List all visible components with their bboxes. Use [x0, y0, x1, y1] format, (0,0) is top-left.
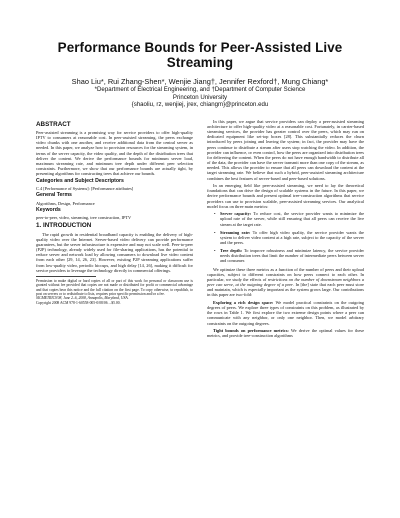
- body-paragraph: [207, 300, 364, 326]
- abstract-heading: ABSTRACT: [36, 120, 71, 128]
- list-item-text: To improve robustness and minimize latency, the service provider needs distribution trees that limit the number of intermediate peers between server and consumer.: [220, 248, 364, 264]
- list-item: [214, 248, 364, 263]
- introduction-heading: 1. INTRODUCTION: [36, 222, 92, 230]
- contribution-head: Tight bounds on performance metrics:: [213, 328, 289, 334]
- contribution-text: We model practical constraints on the outgoing degrees of peers. We explore three types of constraints on this problem, as illustrated by the rows in Table 1. We first explore the two extreme design points where a peer can communicate with any neighbor, or only one neighbor. Then, we model arbitrary constraints on the outgoing degrees.: [207, 299, 364, 326]
- body-paragraph: In an emerging field like peer-assisted streaming, we need to lay the theoretical foundations that can drive the design of scalable systems in the future. In this paper, we derive performance bounds and present optimal tree-construction algorithms that service providers can use to provision scalable, peer-assisted streaming services. Our analytical model focus on three main metrics:: [207, 183, 364, 209]
- introduction-paragraph: The rapid growth in residential broadband capacity is enabling the delivery of high-quality video over the Internet. Server-based video delivery can provide performance guarantees, but the server infrastructure is expensive and may not scale well. Peer-to-peer (P2P) technology, already widely used for file-sharing applications, has the potential to reduce server and network load by allowing consumers to download live video content from each other [29, 14, 26, 23]. However, existing P2P streaming applications suffer from low-quality video, periodic hiccups, and high delay [14, 26], making it difficult for service providers to leverage the technology directly in commercial offerings.: [36, 231, 193, 273]
- footnote-line: Permission to make digital or hard copies of all or part of this work for personal or classroom use is granted without fee provided that copies are not made or distributed for profit or commercial advantage and that copies bear this notice and the full citation on the first page. To copy otherwise, to republish, to post on servers or to redistribute to lists, requires prior specific permission and/or a fee.: [36, 278, 193, 297]
- paper-title: Performance Bounds for Peer-Assisted Live Streaming: [57, 40, 343, 70]
- author-emails: {shaoliu, rz, wenjiej, jrex, chiangm}@princeton.edu: [131, 101, 269, 109]
- paragraph-emphasis: restrictions on the number of downstream neighbors a peer can serve, at the outgoing degree of a peer: [207, 276, 365, 288]
- contribution-text: We derive the optimal values for these metrics, and provide tree-construction algorithms: [207, 328, 365, 339]
- paragraph-segment: We optimize these three metrics as a function of the number of peers and their upload capacities, subject to different constraints on how peers connect to each other. In particular, we study the effects of: [207, 266, 364, 282]
- affiliation-line-1: *Department of Electrical Engineering, and †Department of Computer Science: [94, 86, 306, 93]
- metrics-list: [207, 211, 364, 263]
- categories-text: C.4 [Performance of Systems]: [Performance attributes]: [36, 185, 134, 191]
- list-item-text: To reduce cost, the service provider wants to minimize the upload rate of the server, while still ensuring that all peers can receive the live stream at the target rate.: [220, 211, 365, 227]
- contribution-head: Exploring a rich design space:: [213, 299, 274, 305]
- general-terms-heading: General Terms: [36, 192, 72, 199]
- body-paragraph: [207, 328, 364, 338]
- left-column: [36, 119, 193, 341]
- footnote-line: Copyright 2008 ACM 978-1-60558-005-0/08/06 ...$5.00.: [36, 300, 121, 305]
- list-item-head: Server capacity:: [220, 211, 252, 217]
- permission-footnote: [36, 279, 193, 305]
- right-column: [207, 119, 364, 341]
- keywords-heading: Keywords: [36, 207, 61, 214]
- body-paragraph: [207, 267, 364, 298]
- paragraph-segment: . In [the] state that each peer must store and maintain, which is especially important as the system grows large. Our contributions in this paper are two-fold:: [207, 282, 364, 298]
- list-item-head: Tree depth:: [220, 248, 243, 254]
- abstract-text: Peer-assisted streaming is a promising way for service providers to offer high-quality IPTV to consumers at reasonable cost. In peer-assisted streaming, the peers exchange video chunks with one another, and receive additional data from the central server as needed. In this paper, we analyze how to provision resources for the streaming system, in terms of the server capacity, the video quality, and the depth of the distribution trees that deliver the content. We derive the performance bounds for minimum server load, maximum streaming rate, and minimum tree depth under different peer selection constraints. Furthermore, we show that our performance bounds are actually tight, by presenting algorithms for constructing trees that achieve our bounds.: [36, 129, 193, 177]
- list-item-head: Streaming rate:: [220, 229, 251, 235]
- affiliation-line-2: Princeton University: [172, 93, 228, 101]
- footnote-divider: [36, 276, 96, 277]
- footnote-line: SIGMETRICS'08, June 2–6, 2008, Annapolis, Maryland, USA.: [36, 296, 129, 301]
- list-item: [214, 230, 364, 245]
- list-item: [214, 211, 364, 226]
- two-column-body: [36, 119, 364, 341]
- author-list: Shao Liu*, Rui Zhang-Shen*, Wenjie Jiang†, Jennifer Rexford†, Mung Chiang*: [71, 77, 329, 86]
- list-item-text: To offer high video quality, the service provider wants the system to deliver video content at a high rate, subject to the capacity of the server and the peers.: [220, 229, 364, 245]
- categories-heading: Categories and Subject Descriptors: [36, 177, 124, 184]
- keywords-text: peer-to-peer, video, streaming, tree construction, IPTV: [36, 215, 132, 221]
- body-paragraph: In this paper, we argue that service providers can deploy a peer-assisted streaming architecture to offer high-quality video at a reasonable cost. Fortunately, in carrier-based streaming services, the provider has greater control over the peers, which may run on dedicated equipment like set-top boxes [28]. This substantially reduces the churn introduced by peers joining and leaving the system; in fact, the provider may have the peers continue to distribute a stream after users stop watching the video. In addition, the provider can influence, or even control, how the peers are organized into distribution trees for delivering the content. When the peers do not have enough bandwidth to distribute all of the data, the provider can have the server transmit more than one copy of the stream, as needed. This allows the provider to ensure that all peers can download the content at the target streaming rate. We believe that such a hybrid, peer-assisted streaming architecture combines the best features of server-based and peer-based solutions.: [207, 118, 364, 181]
- general-terms-text: Algorithms, Design, Performance: [36, 200, 95, 206]
